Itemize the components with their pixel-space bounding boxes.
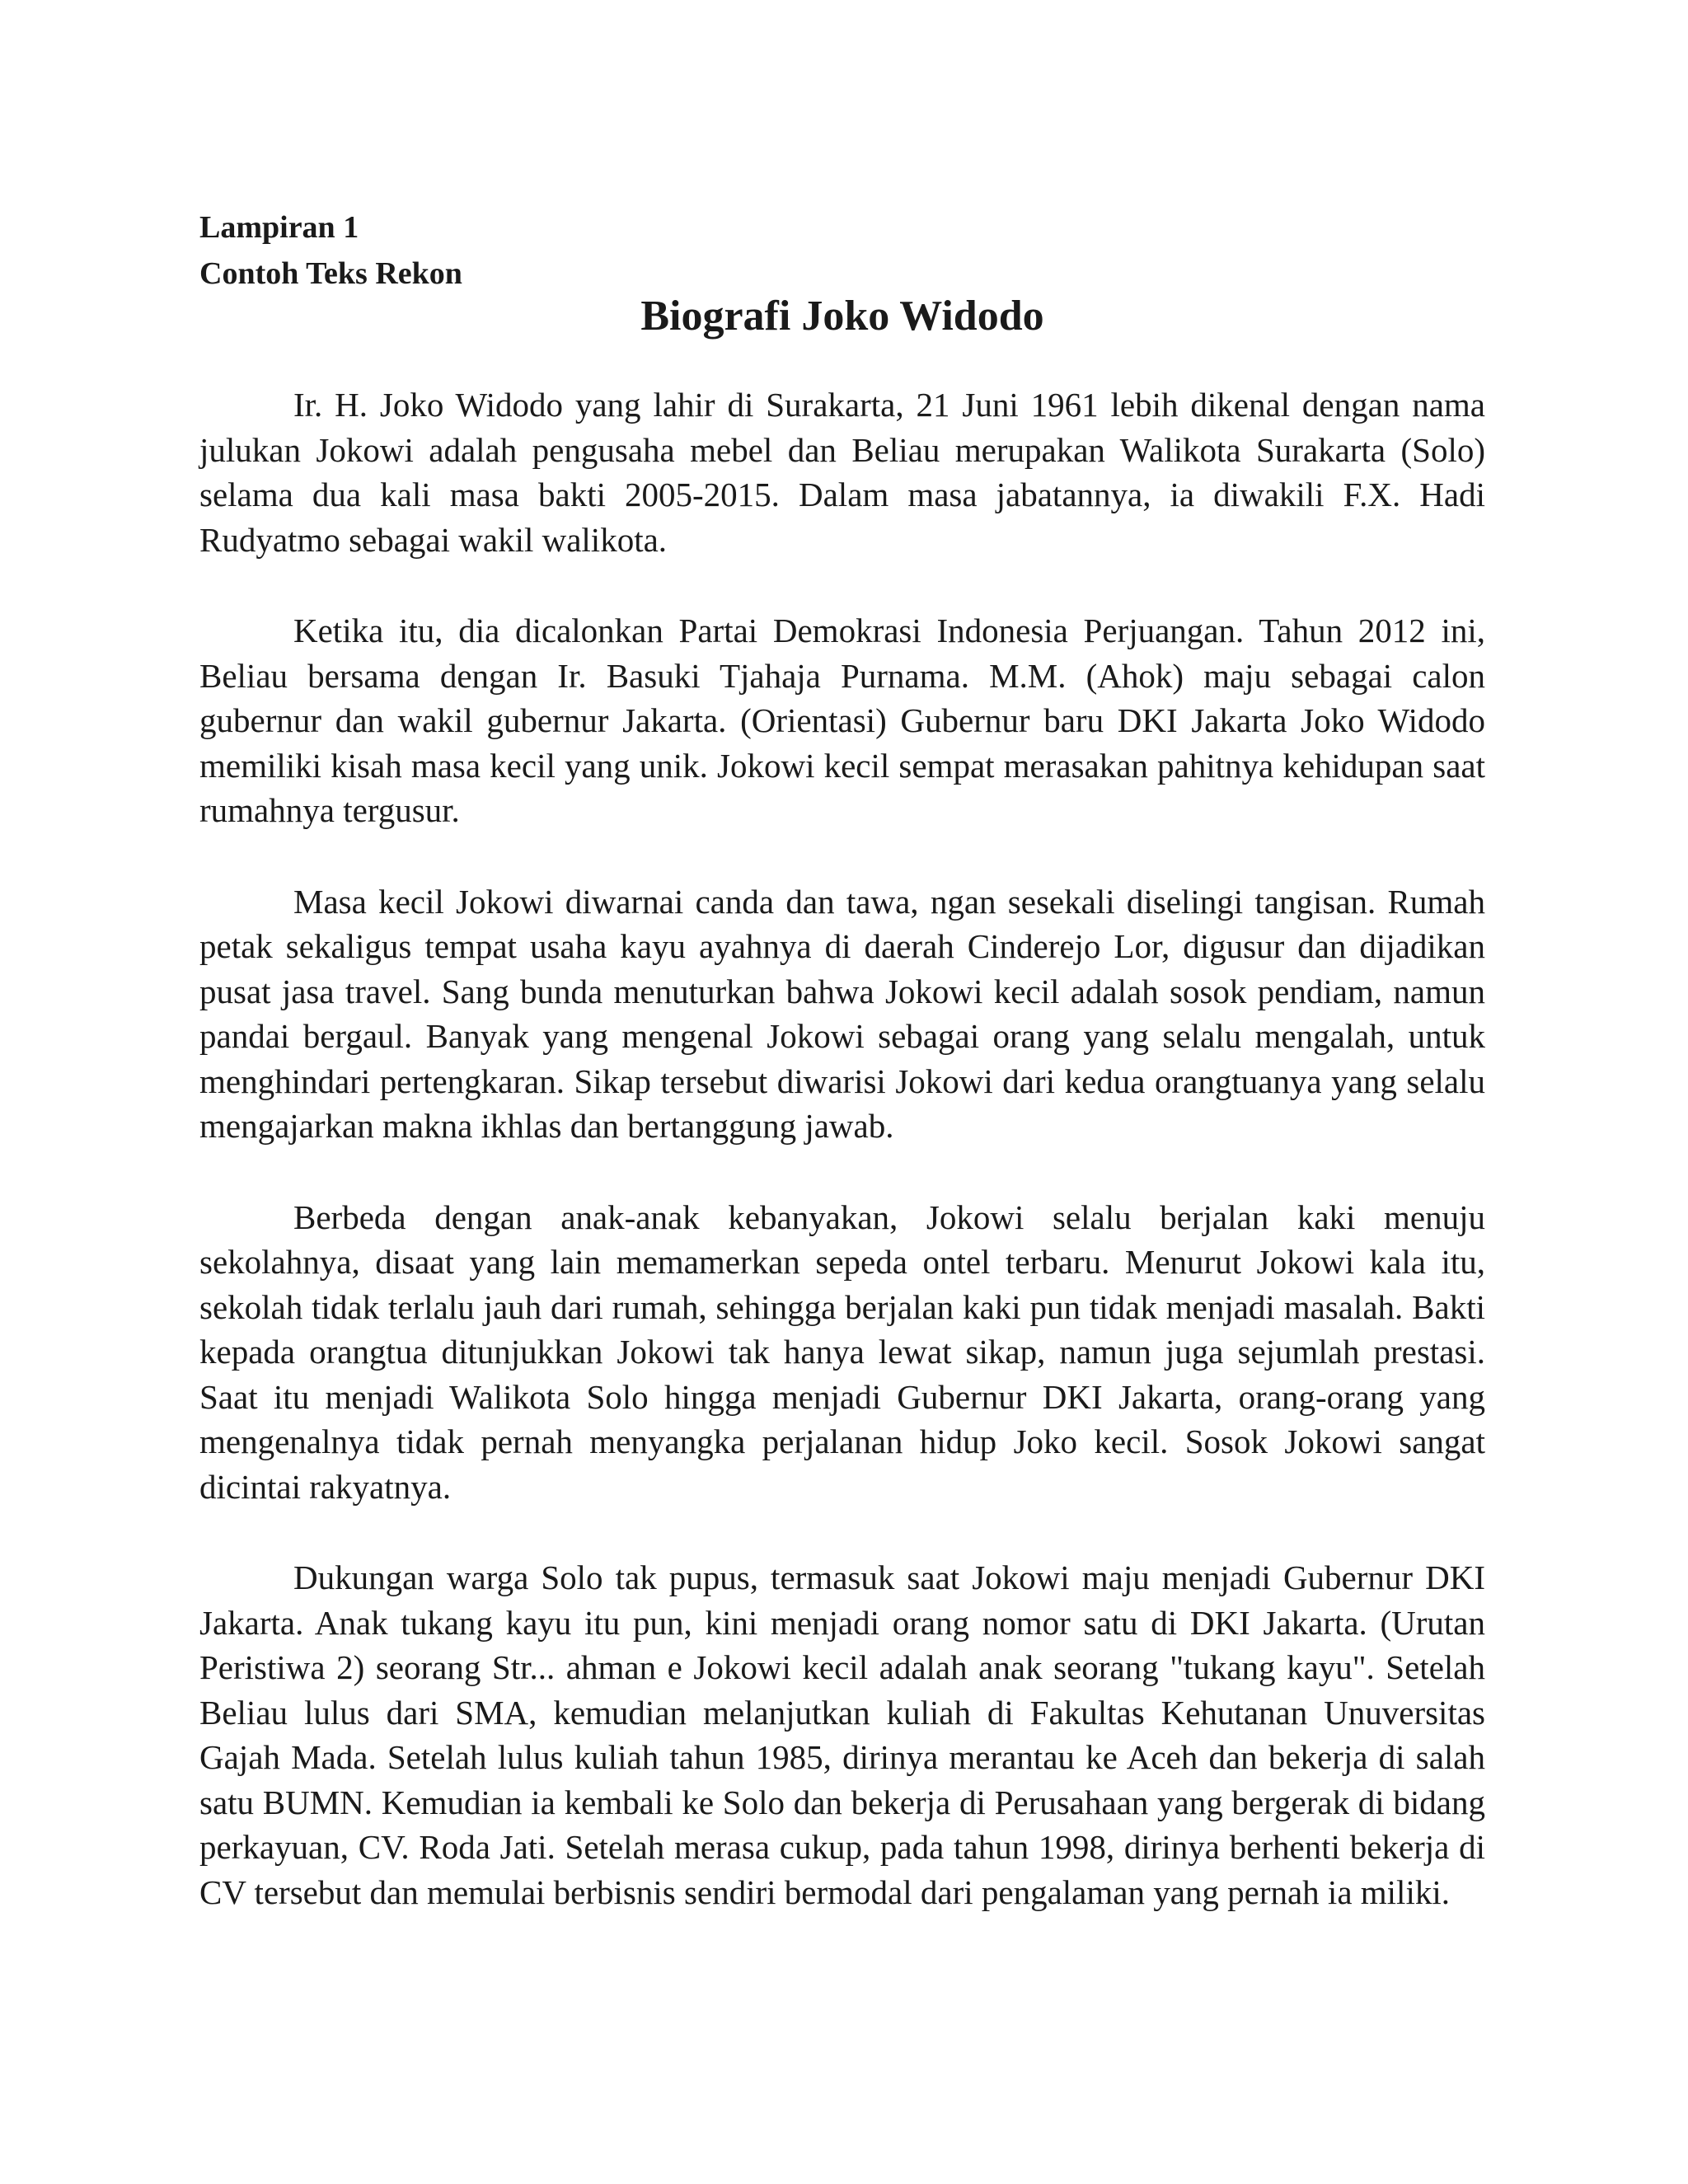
paragraph-5: Dukungan warga Solo tak pupus, termasuk saat Jokowi maju menjadi Gubernur DKI Jakarta. Anak tukang kayu itu pun, kini menjadi orang nomor satu di DKI Jakarta. (Urutan Peristiwa 2) seorang Str... ahman e Jokowi kecil adalah anak seorang "tukang kayu". Setelah Beliau lulus dari SMA, kemudian melanjutkan kuliah di Fakultas Kehutanan Unuversitas Gajah Mada. Setelah lulus kuliah tahun 1985, dirinya merantau ke Aceh dan bekerja di salah satu BUMN. Kemudian ia kembali ke Solo dan bekerja di Perusahaan yang bergerak di bidang perkayuan, CV. Roda Jati. Setelah merasa cukup, pada tahun 1998, dirinya berhenti bekerja di CV tersebut dan memulai berbisnis sendiri bermodal dari pengalaman yang pernah ia miliki. [199,1558,1485,1911]
paragraph-4: Berbeda dengan anak-anak kebanyakan, Jokowi selalu berjalan kaki menuju sekolahnya, disaat yang lain memamerkan sepeda ontel terbaru. Menurut Jokowi kala itu, sekolah tidak terlalu jauh dari rumah, sehingga berjalan kaki pun tidak menjadi masalah. Bakti kepada orangtua ditunjukkan Jokowi tak hanya lewat sikap, namun juga sejumlah prestasi. Saat itu menjadi Walikota Solo hingga menjadi Gubernur DKI Jakarta, orang-orang yang mengenalnya tidak pernah menyangka perjalanan hidup Joko kecil. Sosok Jokowi sangat dicintai rakyatnya. [199,1197,1485,1506]
paragraph-3: Masa kecil Jokowi diwarnai canda dan tawa, ngan sesekali diselingi tangisan. Rumah petak sekaligus tempat usaha kayu ayahnya di daerah Cinderejo Lor, digusur dan dijadikan pusat jasa travel. Sang bunda menuturkan bahwa Jokowi kecil adalah sosok pendiam, namun pandai bergaul. Banyak yang mengenal Jokowi sebagai orang yang selalu mengalah, untuk menghindari pertengkaran. Sikap tersebut diwarisi Jokowi dari kedua orangtuanya yang selalu mengajarkan makna ikhlas dan bertanggung jawab. [199,882,1485,1145]
paragraph-1: Ir. H. Joko Widodo yang lahir di Surakarta, 21 Juni 1961 lebih dikenal dengan nama julukan Jokowi adalah pengusaha mebel dan Beliau merupakan Walikota Surakarta (Solo) selama dua kali masa bakti 2005-2015. Dalam masa jabatannya, ia diwakili F.X. Hadi Rudyatmo sebagai wakil walikota. [199,386,1485,559]
appendix-label: Lampiran 1 [199,210,359,245]
document-body [199,382,1485,1961]
paragraph-2: Ketika itu, dia dicalonkan Partai Demokrasi Indonesia Perjuangan. Tahun 2012 ini, Beliau bersama dengan Ir. Basuki Tjahaja Purnama. M.M. (Ahok) maju sebagai calon gubernur dan wakil gubernur Jakarta. (Orientasi) Gubernur baru DKI Jakarta Joko Widodo memiliki kisah masa kecil yang unik. Jokowi kecil sempat merasakan pahitnya kehidupan saat rumahnya tergusur. [199,612,1485,829]
document-title: Biografi Joko Widodo [640,293,1044,340]
appendix-subtitle: Contoh Teks Rekon [199,256,462,291]
